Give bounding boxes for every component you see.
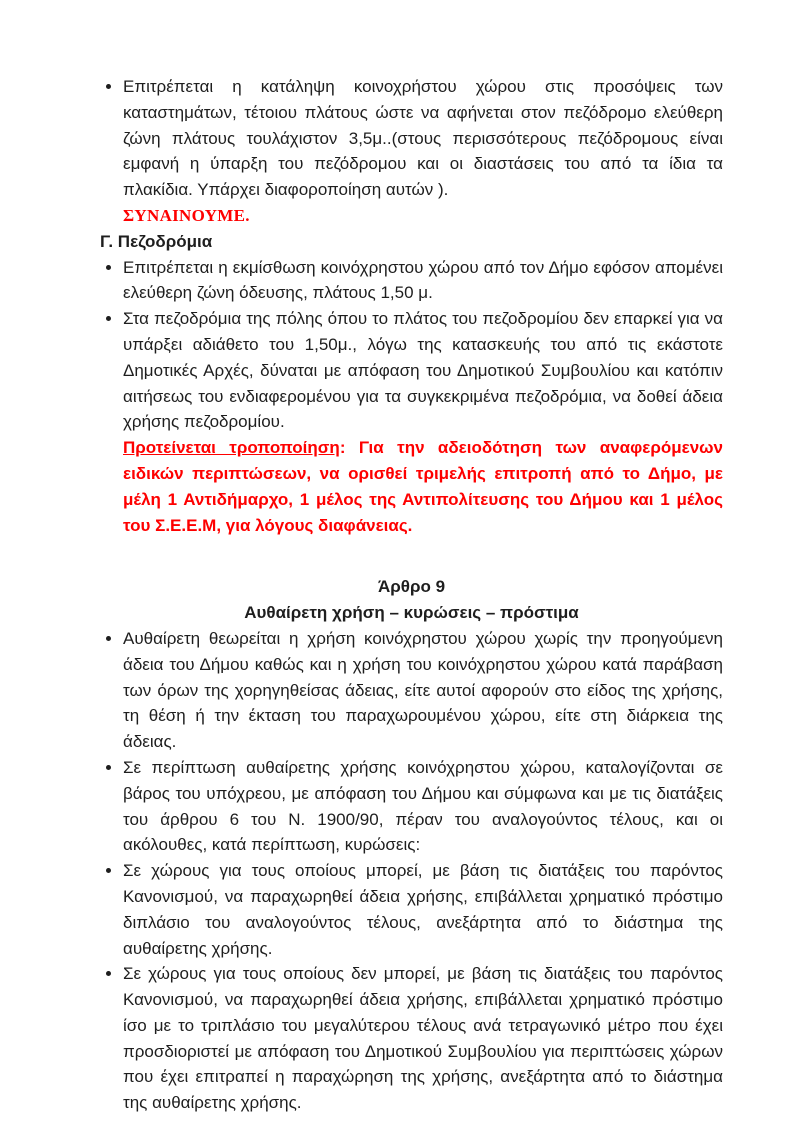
intro-bullet-list: [100, 74, 723, 203]
bullet-item: • Επιτρέπεται η εκμίσθωση κοινόχρηστου χώρου από τον Δήμο εφόσον απομένει ελεύθερη ζώνη όδευσης, πλάτους 1,50 μ.: [123, 255, 723, 307]
article-9-section: [100, 574, 723, 1116]
bullet-item: • Σε χώρους για τους οποίους μπορεί, με βάση τις διατάξεις του παρόντος Κανονισμού, να παραχωρηθεί άδεια χρήσης, επιβάλλεται χρηματικό πρόστιμο διπλάσιο του αναλογούντος τέλους, ανεξάρτητα από το διάστημα της αυθαίρετης χρήσης.: [123, 858, 723, 961]
bullet-item: • Σε χώρους για τους οποίους δεν μπορεί, με βάση τις διατάξεις του παρόντος Κανονισμού, να παραχωρηθεί άδεια χρήσης, επιβάλλεται χρηματικό πρόστιμο ίσο με το τριπλάσιο του μεγαλύτερου τέλους ανά τετραγωνικό μέτρο που έχει προσδιοριστεί με απόφαση του Δημοτικού Συμβουλίου για περιπτώσεις χώρων που έχει επιτραπεί η παραχώρηση της χρήσης, ανεξάρτητα από το διάστημα της αυθαίρετης χρήσης.: [123, 961, 723, 1116]
amendment-lead: Προτείνεται τροποποίηση: [123, 438, 340, 458]
article-title: Άρθρο 9: [377, 577, 446, 597]
bullet-item: • Στα πεζοδρόμια της πόλης όπου το πλάτος του πεζοδρομίου δεν επαρκεί για να υπάρξει αδιάθετο του 1,50μ., λόγω της κατασκευής του από τις εκάστοτε Δημοτικές Αρχές, δύναται με απόφαση του Δημοτικού Συμβουλίου και κατόπιν αιτήσεως του ενδιαφερομένου για τα συγκεκριμένα πεζοδρόμια, να δοθεί άδεια χρήσης πεζοδρομίου.: [123, 306, 723, 435]
bullet-item: • Επιτρέπεται η κατάληψη κοινοχρήστου χώρου στις προσόψεις των καταστημάτων, τέτοιου πλάτους ώστε να αφήνεται στον πεζόδρομο ελεύθερη ζώνη πλάτους τουλάχιστον 3,5μ..(στους περισσότερους πεζόδρομους είναι εμφανή η ύπαρξη του πεζόδρομου και οι διαστάσεις του από τα ίδια τα πλακίδια. Υπάρχει διαφοροποίηση αυτών ).: [123, 74, 723, 203]
bullet-item: • Σε περίπτωση αυθαίρετης χρήσης κοινόχρηστου χώρου, καταλογίζονται σε βάρος του υπόχρεου, με απόφαση του Δήμου και σύμφωνα και με τις διατάξεις του άρθρου 6 του Ν. 1900/90, πέραν του αναλογούντος τέλους, και οι ακόλουθες, κατά περίπτωση, κυρώσεις:: [123, 755, 723, 858]
section-c-heading: Γ. Πεζοδρόμια: [100, 231, 213, 251]
amendment-note: [123, 435, 723, 538]
section-c-bullet-list: [100, 255, 723, 436]
consent-note: ΣΥΝΑΙΝΟΥΜΕ.: [123, 205, 250, 225]
article-subtitle: Αυθαίρετη χρήση – κυρώσεις – πρόστιμα: [244, 603, 579, 623]
amendment-body: Για την αδειοδότηση των αναφερόμενων ειδικών περιπτώσεων, να ορισθεί τριμελής επιτροπή από το Δήμο, με μέλη 1 Αντιδήμαρχο, 1 μέλος της Αντιπολίτευσης του Δήμου και 1 μέλος του Σ.Ε.Ε.Μ, για λόγους διαφάνειας.: [123, 438, 723, 535]
amendment-separator: :: [339, 438, 359, 458]
article-9-bullet-list: [100, 626, 723, 1116]
bullet-item: • Αυθαίρετη θεωρείται η χρήση κοινόχρηστου χώρου χωρίς την προηγούμενη άδεια του Δήμου καθώς και η χρήση του κοινόχρηστου χώρου κατά παράβαση των όρων της χορηγηθείσας άδειας, είτε αυτοί αφορούν στο είδος της χρήσης, τη θέση ή την έκταση του παραχωρουμένου χώρου, είτε στη διάρκεια της άδειας.: [123, 626, 723, 755]
